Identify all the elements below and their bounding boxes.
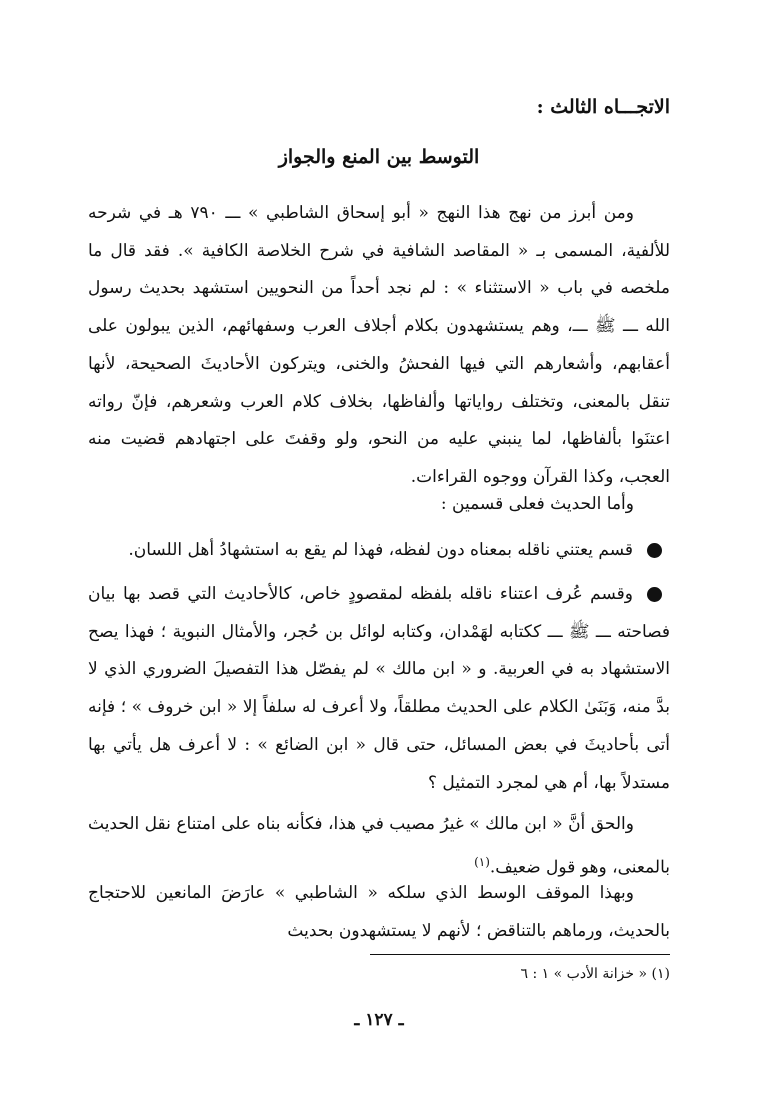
bullet-text: قسم يعتني ناقله بمعناه دون لفظه، فهذا لم يقع به استشهادُ أهل اللسان. <box>128 540 633 560</box>
bullet-item-second <box>88 576 670 802</box>
section-heading: الاتجـــاه الثالث : <box>536 96 670 118</box>
page-number: ـ ١٢٧ ـ <box>354 1010 404 1030</box>
bullet-text: وقسم عُرف اعتناء ناقله بلفظه لمقصودٍ خاص، كالأحاديث التي قصد بها بيان فصاحته ـــ ﷺ ـــ ككتابه لهَمْدان، وكتابه لوائل بن حُجر، والأمثال النبوية ؛ فهذا يصح الاستشهاد به في العربية. و « ابن مالك » لم يفصّل هذا التفصيلَ الضروري الذي لا بدَّ منه، وَبَنَىٰ الكلام على الحديث مطلقاً، ولا أعرف له سلفاً إلا « ابن خروف » ؛ فإنه أتى بأحاديثَ في بعض المسائل، حتى قال « ابن الضائع » : لا أعرف هل يأتي بها مستدلاً بها، أم هي لمجرد التمثيل ؟ <box>88 584 670 793</box>
section-subheading: التوسط بين المنع والجواز <box>278 146 480 168</box>
bullet-item-first <box>88 532 670 570</box>
paragraph-text: والحق أنَّ « ابن مالك » غيرُ مصيب في هذا، فكأنه بناه على امتناع نقل الحديث بالمعنى، وهو قول ضعيف. <box>88 814 670 878</box>
body-paragraph-hadith-types <box>88 486 670 524</box>
footnote-reference: (١) <box>474 854 490 869</box>
paragraph-text: وأما الحديث فعلى قسمين : <box>440 494 634 514</box>
paragraph-text: ومن أبرز من نهج هذا النهج « أبو إسحاق الشاطبي » ـــ ٧٩٠ هـ في شرحه للألفية، المسمى بـ « المقاصد الشافية في شرح الخلاصة الكافية ». فقد قال ما ملخصه في باب « الاستثناء » : لم نجد أحداً من النحويين استشهد بحديث رسول الله ـــ ﷺ ـــ، وهم يستشهدون بكلام أجلاف العرب وسفهائهم، الذين يبولون على أعقابهم، وأشعارهم التي فيها الفحشُ والخنى، ويتركون الأحاديثَ الصحيحة، لأنها تنقل بالمعنى، وتختلف رواياتها وألفاظها، بخلاف كلام العرب وشعرهم، فإنّ رواته اعتنَوا بألفاظها، لما ينبني عليه من النحو، ولو وقفتَ على اجتهادهم قضيت منه العجب، وكذا القرآن ووجوه القراءات. <box>88 203 670 487</box>
paragraph-text: وبهذا الموقف الوسط الذي سلكه « الشاطبي » عارَضَ المانعين للاحتجاج بالحديث، ورماهم بالتناقض ؛ لأنهم لا يستشهدون بحديث <box>88 883 670 941</box>
bullet-dot-icon <box>647 587 662 602</box>
bullet-dot-icon <box>647 543 662 558</box>
footnote-text: (١) « خزانة الأدب » ١ : ٦ <box>520 966 670 982</box>
footnote-divider <box>370 954 670 955</box>
body-paragraph-conclusion <box>88 875 670 950</box>
body-paragraph-shatibi-quote <box>88 195 670 497</box>
